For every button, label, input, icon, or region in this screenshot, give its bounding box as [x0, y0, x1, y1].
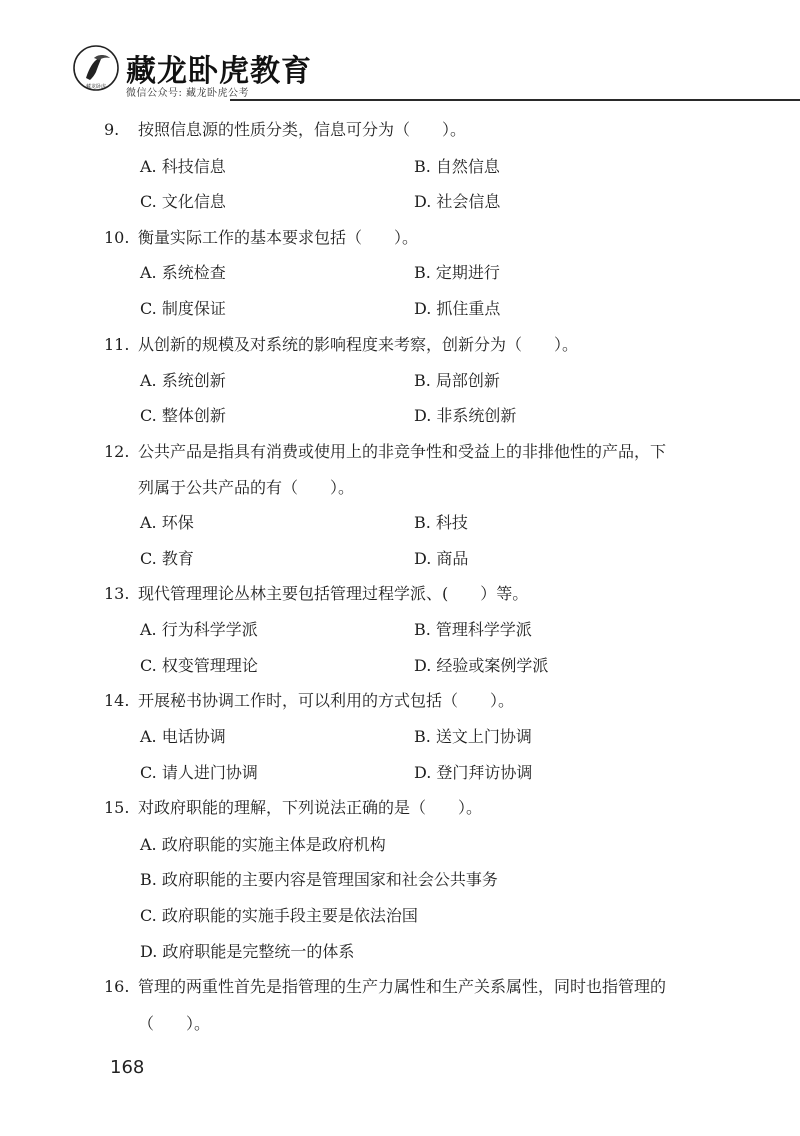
question-text: （ ）。: [138, 1014, 211, 1033]
question-number: 16.: [104, 977, 130, 996]
question-text: 从创新的规模及对系统的影响程度来考察，创新分为（ ）。: [138, 335, 579, 354]
logo-bird-icon: [72, 44, 120, 92]
answer-option: B. 定期进行: [414, 263, 500, 282]
answer-option: C. 整体创新: [140, 406, 226, 425]
answer-option: A. 科技信息: [140, 157, 226, 176]
answer-option: A. 电话协调: [140, 727, 226, 746]
answer-option: B. 局部创新: [414, 371, 500, 390]
question-number: 10.: [104, 228, 130, 247]
question-number: 15.: [104, 798, 130, 817]
question-text: 开展秘书协调工作时，可以利用的方式包括（ ）。: [138, 691, 515, 710]
brand-title: 藏龙卧虎教育: [126, 54, 312, 89]
header-divider: [230, 99, 800, 101]
answer-option: B. 自然信息: [414, 157, 500, 176]
page-number: 168: [110, 1057, 145, 1078]
answer-option: A. 系统创新: [140, 371, 226, 390]
answer-option: D. 经验或案例学派: [414, 656, 549, 675]
answer-option: A. 政府职能的实施主体是政府机构: [140, 835, 386, 854]
answer-option: D. 非系统创新: [414, 406, 517, 425]
question-text: 衡量实际工作的基本要求包括（ ）。: [138, 228, 419, 247]
question-text: 现代管理理论丛林主要包括管理过程学派、( ）等。: [138, 584, 529, 603]
answer-option: C. 教育: [140, 549, 194, 568]
question-text: 列属于公共产品的有（ ）。: [138, 478, 355, 497]
answer-option: C. 制度保证: [140, 299, 226, 318]
answer-option: A. 行为科学学派: [140, 620, 258, 639]
answer-option: B. 科技: [414, 513, 468, 532]
answer-option: A. 系统检查: [140, 263, 226, 282]
question-number: 12.: [104, 442, 130, 461]
answer-option: D. 抓住重点: [414, 299, 501, 318]
answer-option: D. 登门拜访协调: [414, 763, 533, 782]
answer-option: D. 商品: [414, 549, 469, 568]
answer-option: C. 请人进门协调: [140, 763, 258, 782]
answer-option: C. 文化信息: [140, 192, 226, 211]
answer-option: B. 管理科学学派: [414, 620, 532, 639]
brand-subtitle: 微信公众号: 藏龙卧虎公考: [126, 88, 250, 99]
answer-option: D. 政府职能是完整统一的体系: [140, 942, 355, 961]
answer-option: C. 权变管理理论: [140, 656, 258, 675]
question-text: 按照信息源的性质分类，信息可分为（ ）。: [138, 120, 467, 139]
question-text: 对政府职能的理解，下列说法正确的是（ ）。: [138, 798, 483, 817]
logo-caption: 藏龙卧虎: [85, 84, 107, 90]
answer-option: C. 政府职能的实施手段主要是依法治国: [140, 906, 418, 925]
answer-option: A. 环保: [140, 513, 194, 532]
page-header: [0, 0, 800, 104]
answer-option: B. 送文上门协调: [414, 727, 532, 746]
answer-option: B. 政府职能的主要内容是管理国家和社会公共事务: [140, 870, 498, 889]
question-number: 11.: [104, 335, 130, 354]
question-text: 管理的两重性首先是指管理的生产力属性和生产关系属性，同时也指管理的: [138, 977, 667, 996]
answer-option: D. 社会信息: [414, 192, 501, 211]
question-number: 9.: [104, 120, 120, 139]
question-number: 14.: [104, 691, 130, 710]
question-number: 13.: [104, 584, 130, 603]
question-text: 公共产品是指具有消费或使用上的非竞争性和受益上的非排他性的产品，下: [138, 442, 667, 461]
